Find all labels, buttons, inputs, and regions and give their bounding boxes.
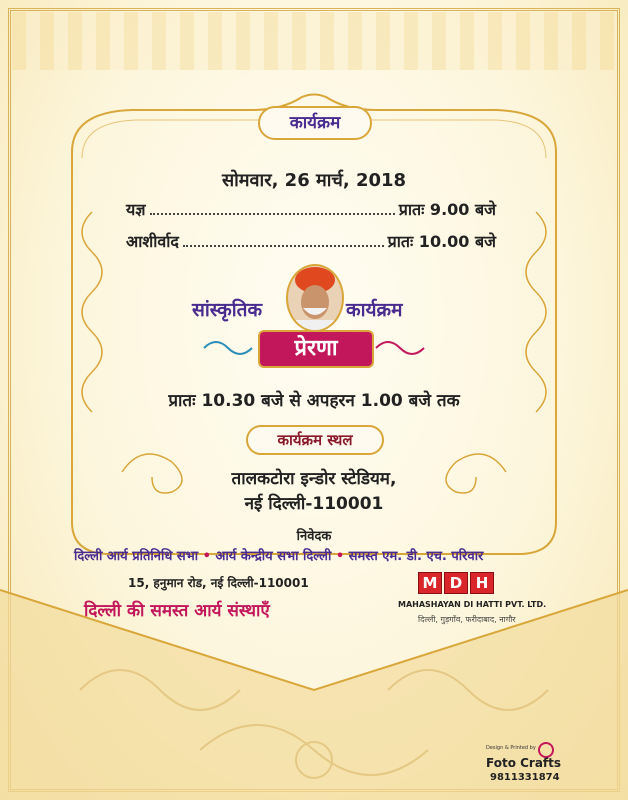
event-date: सोमवार, 26 मार्च, 2018 [221, 170, 407, 191]
org-2: आर्य केन्द्रीय सभा दिल्ली [215, 549, 332, 564]
address: 15, हनुमान रोड, नई दिल्ली-110001 [128, 576, 309, 590]
printer-label: Design & Printed by [486, 745, 536, 751]
all-organizations: दिल्ली की समस्त आर्य संस्थाएँ [84, 601, 270, 621]
org-1: दिल्ली आर्य प्रतिनिधि सभा [74, 549, 199, 564]
venue-label: कार्यक्रम स्थल [277, 431, 353, 449]
schedule-time: प्रातः 9.00 बजे [398, 200, 496, 219]
schedule-event: यज्ञ [126, 200, 146, 219]
schedule-row-2 [126, 230, 496, 252]
prerna-text: प्रेरणा [294, 336, 338, 361]
mdh-letter: D [444, 572, 468, 594]
printer-phone: 9811331874 [490, 772, 560, 783]
nivedak-label: निवेदक [296, 529, 332, 544]
schedule-event: आशीर्वाद [126, 232, 179, 251]
schedule-row-1 [126, 198, 496, 220]
venue-line-2: नई दिल्ली-110001 [244, 494, 384, 514]
org-3: समस्त एम. डी. एच. परिवार [348, 549, 484, 564]
portrait-image [286, 264, 344, 332]
venue-line-1: तालकटोरा इन्डोर स्टेडियम, [231, 469, 397, 489]
program-title: कार्यक्रम [289, 113, 341, 133]
printer-name: Foto Crafts [486, 756, 562, 770]
cultural-label-right: कार्यक्रम [346, 299, 403, 321]
mdh-letter: H [470, 572, 494, 594]
program-timing: प्रातः 10.30 बजे से अपहरन 1.00 बजे तक [168, 391, 460, 411]
mdh-letter: M [418, 572, 442, 594]
venue-badge [246, 425, 384, 455]
mdh-company: MAHASHAYAN DI HATTI PVT. LTD. [398, 600, 547, 609]
scroll-flourish [200, 334, 428, 360]
schedule-time: प्रातः 10.00 बजे [387, 232, 496, 251]
mdh-cities: दिल्ली, गुड़गाँव, फरीदाबाद, नागौर [418, 615, 516, 624]
program-title-badge [258, 106, 372, 140]
cultural-label-left: सांस्कृतिक [192, 299, 263, 321]
organizers-row: दिल्ली आर्य प्रतिनिधि सभा • आर्य केन्द्रीय सभा दिल्ली • समस्त एम. डी. एच. परिवार [74, 549, 484, 564]
